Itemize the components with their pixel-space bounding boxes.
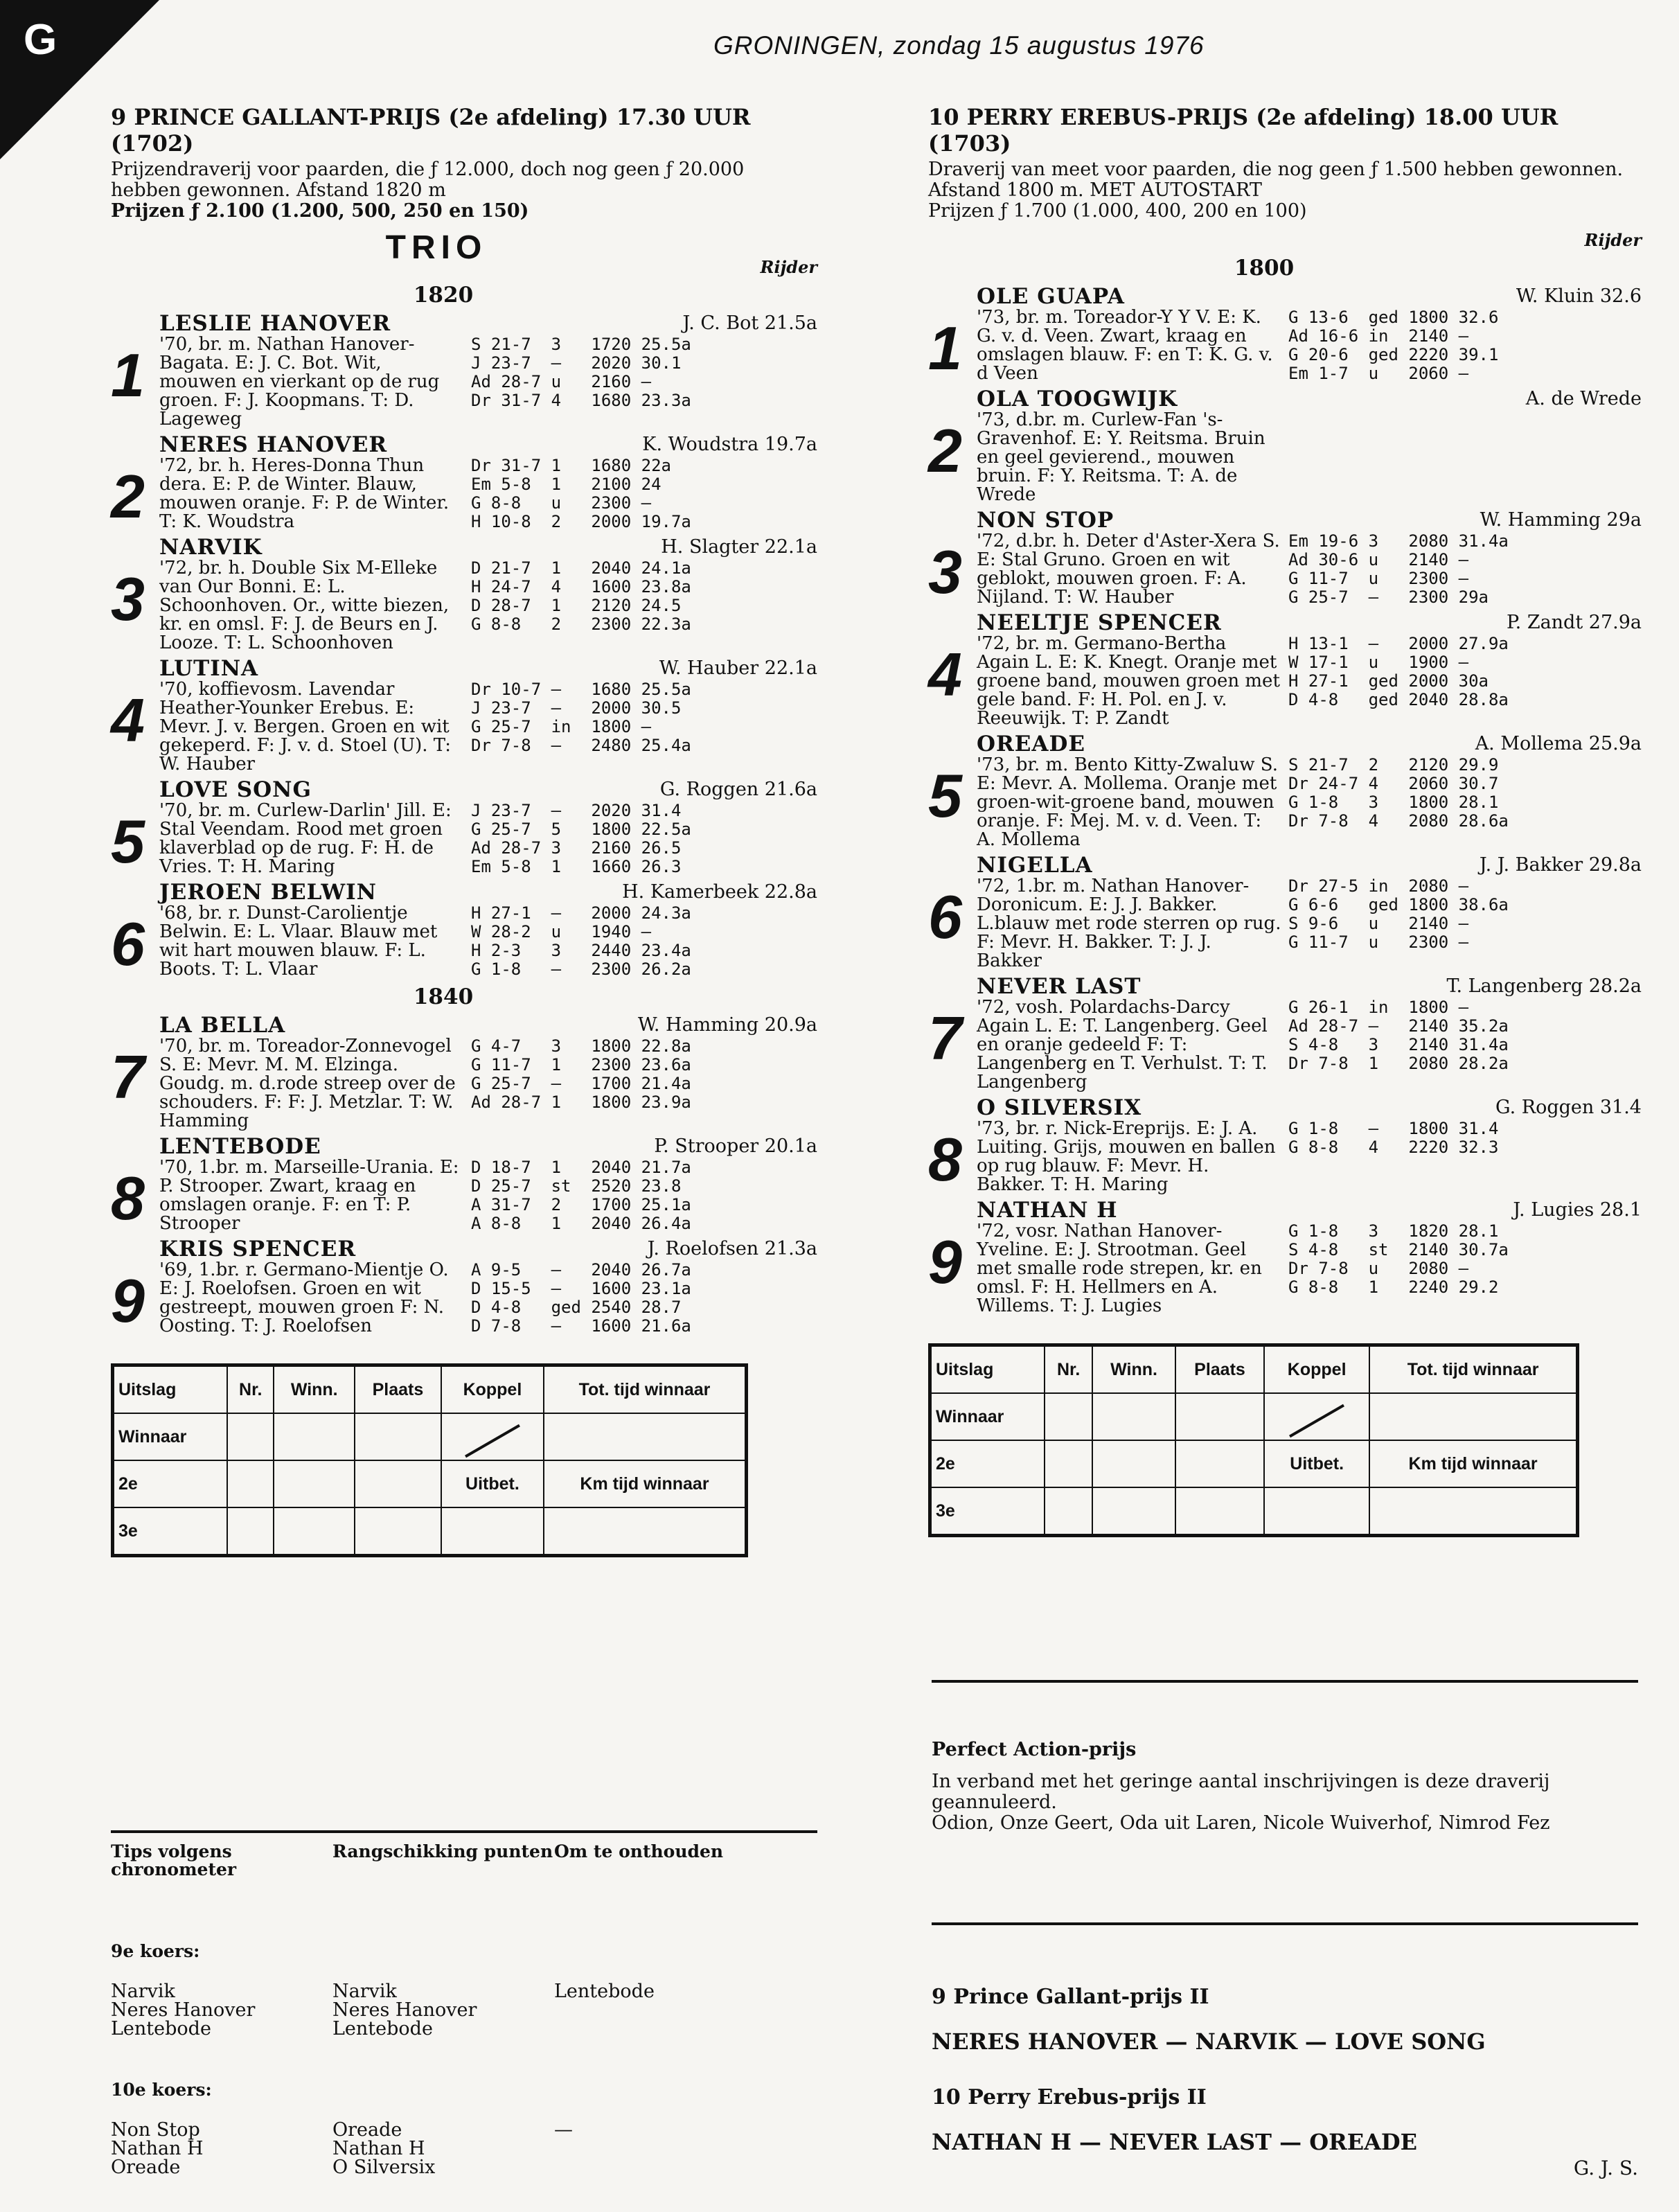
tip-entry: Non Stop (111, 2119, 200, 2141)
result-header-winn: Winn. (1092, 1345, 1175, 1394)
horse-name: NIGELLA (977, 853, 1093, 878)
horse-details (159, 433, 817, 531)
horse-description: '70, br. m. Nathan Hanover-Bagata. E: J. C. Bot. Wit, mouwen en vierkant op de rug groen. F: J. Koopmans. T: D. Lageweg (159, 334, 440, 430)
horse-list (928, 285, 1642, 1316)
rijder-label: Rijder (1584, 230, 1642, 250)
race-10-column (928, 104, 1642, 1537)
summary-race-9-title: 9 Prince Gallant-prijs II (932, 1985, 1209, 2009)
horse-rider: J. J. Bakker 29.8a (1479, 854, 1642, 876)
horse-rider: W. Hamming 20.9a (637, 1014, 817, 1036)
horse-entry (928, 387, 1642, 504)
race-conditions: Draverij van meet voor paarden, die nog geen ƒ 1.500 hebben gewonnen. Afstand 1800 m. MET AUTOSTART (928, 159, 1624, 201)
result-header-winn: Winn. (274, 1365, 355, 1414)
horse-description: '73, br. r. Nick-Ereprijs. E: J. A. Luiting. Grijs, mouwen en ballen op rug blauw. F: Mevr. H. Bakker. T: H. Maring (977, 1118, 1276, 1195)
perfect-action-text: In verband met het geringe aantal inschrijvingen is deze draverij geannuleerd. (932, 1771, 1550, 1813)
results-summary (932, 1985, 1638, 2179)
tips-col-onthouden (554, 1982, 762, 2038)
horse-details (159, 778, 817, 876)
horse-details (977, 1096, 1642, 1194)
horse-entry (928, 975, 1642, 1092)
tip-entry: Lentebode (554, 1981, 655, 2002)
trio-label: TRIO (385, 229, 488, 266)
slash-mark (465, 1424, 520, 1457)
horse-description: '72, 1.br. m. Nathan Hanover-Doronicum. E: J. J. Bakker. L.blauw met rode sterren op rug. F: Mevr. H. Bakker. T: J. J. Bakker (977, 876, 1281, 971)
horse-rider: A. Mollema 25.9a (1475, 733, 1642, 754)
horse-number: 9 (111, 1266, 145, 1335)
horse-entry (928, 1096, 1642, 1194)
signature: G. J. S. (1573, 2157, 1638, 2179)
horse-number: 2 (111, 462, 145, 531)
divider-rule (932, 1680, 1638, 1683)
race-title: 9 PRINCE GALLANT-PRIJS (2e afdeling) 17.30 UUR (1702) (111, 104, 751, 157)
horse-name: LOVE SONG (159, 777, 312, 802)
result-box (111, 1363, 748, 1557)
result-cell[interactable] (274, 1460, 355, 1507)
horse-name: NARVIK (159, 535, 263, 560)
distance-label: 1840 (413, 984, 474, 1009)
horse-list (111, 1014, 817, 1336)
horse-description: '70, br. m. Curlew-Darlin' Jill. E: Stal Veendam. Rood met groen klaverblad op de rug. F: H. de Vries. T: H. Maring (159, 800, 452, 877)
result-cell[interactable] (227, 1413, 274, 1460)
horse-entry (111, 1135, 817, 1233)
horse-recent-runs (1288, 411, 1642, 504)
horse-number: 9 (928, 1228, 962, 1296)
horse-description: '72, br. m. Germano-Bertha Again L. E: K. Knegt. Oranje met groene band, mouwen groen met gele band. F: H. Pol. en J. v. Reeuwijk. T: P. Zandt (977, 633, 1280, 729)
horse-recent-runs: G 13-6 ged 1800 32.6 Ad 16-6 in 2140 — G 20-6 ged 2220 39.1 Em 1-7 u 2060 — (1288, 308, 1499, 383)
distance-label: 1820 (413, 283, 474, 308)
tip-entry: Lentebode (111, 2018, 211, 2040)
tip-entry: Nathan H (332, 2138, 425, 2159)
horse-entry (111, 312, 817, 429)
tips-col-onthouden (554, 2121, 762, 2177)
tips-header-chronometer: Tips volgens chronometer (111, 1841, 237, 1879)
summary-race-10-result: NATHAN H — NEVER LAST — OREADE (932, 2129, 1418, 2155)
result-cell[interactable] (1045, 1440, 1092, 1487)
result-header-plaats: Plaats (1175, 1345, 1264, 1394)
horse-details (159, 657, 817, 774)
horse-entry (928, 732, 1642, 849)
result-box (928, 1343, 1579, 1537)
tip-entry: Narvik (111, 1981, 175, 2002)
horse-description: '68, br. r. Dunst-Carolientje Belwin. E: L. Vlaar. Blauw met wit hart mouwen blauw. F: L. Boots. T: L. Vlaar (159, 903, 438, 980)
horse-entry (111, 433, 817, 531)
result-header-tot-tijd: Tot. tijd winnaar (1369, 1345, 1577, 1394)
horse-entry (111, 778, 817, 876)
horse-details (977, 508, 1642, 607)
result-cell-slash (441, 1413, 544, 1460)
horse-details (159, 312, 817, 429)
horse-rider: W. Hauber 22.1a (659, 657, 817, 679)
result-km-tijd: Km tijd winnaar (1369, 1440, 1577, 1487)
horse-recent-runs: S 21-7 2 2120 29.9 Dr 24-7 4 2060 30.7 G 1-8 3 1800 28.1 Dr 7-8 4 2080 28.6a (1288, 755, 1509, 831)
result-cell[interactable] (1045, 1393, 1092, 1440)
horse-entry (111, 881, 817, 979)
horse-description: '70, br. m. Toreador-Zonnevogel S. E: Mevr. M. M. Elzinga. Goudg. m. d.rode streep over de schouders. F: F: J. Metzlar. T: W. Hamming (159, 1036, 456, 1131)
tips-col-punten (332, 2121, 554, 2177)
tip-entry: Oreade (332, 2119, 402, 2141)
result-cell[interactable] (1092, 1487, 1175, 1536)
horse-description: '70, koffievosm. Lavendar Heather-Younker Erebus. E: Mevr. J. v. Bergen. Groen en wit gekeperd. F: J. v. d. Stoel (U). T: W. Hauber (159, 679, 451, 775)
race-conditions: Prijzendraverij voor paarden, die ƒ 12.000, doch nog geen ƒ 20.000 hebben gewonnen. Afstand 1820 m (111, 159, 745, 201)
horse-recent-runs: D 18-7 1 2040 21.7a D 25-7 st 2520 23.8 A 31-7 2 1700 25.1a A 8-8 1 2040 26.4a (471, 1158, 691, 1233)
horse-details (159, 1237, 817, 1336)
horse-name: JEROEN BELWIN (159, 880, 377, 905)
horse-recent-runs: Dr 31-7 1 1680 22a Em 5-8 1 2100 24 G 8-8 u 2300 — H 10-8 2 2000 19.7a (471, 456, 691, 531)
horse-description: '72, br. h. Heres-Donna Thun dera. E: P. de Winter. Blauw, mouwen oranje. F: P. de Winter. T: K. Woudstra (159, 455, 450, 532)
horse-name: OREADE (977, 732, 1085, 756)
result-header-nr: Nr. (1045, 1345, 1092, 1394)
result-cell[interactable] (1369, 1393, 1577, 1440)
race-prizes: Prijzen ƒ 1.700 (1.000, 400, 200 en 100) (928, 200, 1307, 222)
horse-recent-runs: G 1-8 3 1820 28.1 S 4-8 st 2140 30.7a Dr 7-8 u 2080 — G 8-8 1 2240 29.2 (1288, 1221, 1509, 1297)
horse-number: 4 (928, 640, 962, 709)
horse-rider: A. de Wrede (1525, 388, 1642, 409)
horse-description: '69, 1.br. r. Germano-Mientje O. E: J. Roelofsen. Groen en wit gestreept, mouwen groen F: N. Oosting. T: J. Roelofsen (159, 1259, 449, 1336)
result-row-2e: 2e (930, 1440, 1045, 1487)
result-row-winnaar: Winnaar (930, 1393, 1045, 1440)
horse-rider: K. Woudstra 19.7a (642, 434, 817, 455)
result-cell[interactable] (355, 1460, 441, 1507)
horse-name: LUTINA (159, 656, 259, 681)
horse-rider: G. Roggen 31.4 (1495, 1097, 1642, 1118)
result-cell[interactable] (355, 1413, 441, 1460)
horse-number: 5 (111, 807, 145, 876)
result-header-uitslag: Uitslag (113, 1365, 228, 1414)
horse-number: 7 (111, 1043, 145, 1111)
page-header: GRONINGEN, zondag 15 augustus 1976 (713, 31, 1205, 60)
result-cell[interactable] (1045, 1487, 1092, 1536)
horse-rider: H. Kamerbeek 22.8a (622, 881, 817, 903)
result-row-2e: 2e (113, 1460, 228, 1507)
result-row-3e: 3e (930, 1487, 1045, 1536)
divider-rule (111, 1830, 817, 1833)
horse-rider: H. Slagter 22.1a (661, 536, 817, 558)
horse-number: 4 (111, 686, 145, 754)
tips-header-punten: Rangschikking punten (332, 1841, 553, 1861)
horse-number: 2 (928, 416, 962, 485)
result-cell[interactable] (1092, 1393, 1175, 1440)
distance-label: 1800 (1234, 256, 1295, 281)
horse-details (977, 975, 1642, 1092)
tip-entry: Neres Hanover (111, 1999, 256, 2021)
tip-entry: Oreade (111, 2157, 181, 2178)
horse-description: '72, vosh. Polardachs-Darcy Again L. E: T. Langenberg. Geel en oranje gedeeld F: T: Langenberg en T. Verhulst. T: T. Langenberg (977, 997, 1268, 1092)
result-uitbet: Uitbet. (1264, 1440, 1369, 1487)
tip-entry: Lentebode (332, 2018, 433, 2040)
horse-entry (928, 853, 1642, 971)
horse-recent-runs: D 21-7 1 2040 24.1a H 24-7 4 1600 23.8a D 28-7 1 2120 24.5 G 8-8 2 2300 22.3a (471, 558, 691, 634)
tip-entry: Narvik (332, 1981, 397, 2002)
race-prizes: Prijzen ƒ 2.100 (1.200, 500, 250 en 150) (111, 200, 529, 222)
horse-recent-runs: H 13-1 — 2000 27.9a W 17-1 u 1900 — H 27-1 ged 2000 30a D 4-8 ged 2040 28.8a (1288, 634, 1509, 709)
horse-rider: G. Roggen 21.6a (659, 779, 817, 800)
result-header-koppel: Koppel (1264, 1345, 1369, 1394)
tip-entry: O Silversix (332, 2157, 436, 2178)
race-title: 10 PERRY EREBUS-PRIJS (2e afdeling) 18.00 UUR (1703) (928, 104, 1558, 157)
tips-col-chronometer (111, 1982, 332, 2038)
result-header-tot-tijd: Tot. tijd winnaar (544, 1365, 747, 1414)
horse-entry (928, 611, 1642, 728)
horse-name: LESLIE HANOVER (159, 311, 391, 336)
horse-recent-runs: Dr 27-5 in 2080 — G 6-6 ged 1800 38.6a S 9-6 u 2140 — G 11-7 u 2300 — (1288, 876, 1509, 952)
horse-rider: P. Zandt 27.9a (1506, 612, 1642, 633)
summary-race-10-title: 10 Perry Erebus-prijs II (932, 2085, 1207, 2109)
horse-details (977, 285, 1642, 383)
horse-number: 3 (111, 565, 145, 633)
result-cell[interactable] (227, 1507, 274, 1556)
tips-col-punten (332, 1982, 554, 2038)
result-cell[interactable] (544, 1413, 747, 1460)
corner-letter: G (24, 16, 57, 64)
horse-number: 5 (928, 761, 962, 830)
horse-name: NERES HANOVER (159, 432, 388, 457)
horse-rider: P. Strooper 20.1a (654, 1135, 817, 1157)
horse-number: 6 (928, 883, 962, 951)
horse-name: OLE GUAPA (977, 284, 1125, 309)
result-cell-slash (1264, 1393, 1369, 1440)
horse-name: NEELTJE SPENCER (977, 610, 1222, 635)
horse-entry (111, 657, 817, 774)
horse-recent-runs: A 9-5 — 2040 26.7a D 15-5 — 1600 23.1a D 4-8 ged 2540 28.7 D 7-8 — 1600 21.6a (471, 1260, 691, 1336)
horse-entry (928, 285, 1642, 383)
horse-description: '73, d.br. m. Curlew-Fan 's-Gravenhof. E: Y. Reitsma. Bruin en geel gevierend., mouwen bruin. F: Y. Reitsma. T: A. de Wrede (977, 409, 1265, 505)
tip-entry: Neres Hanover (332, 1999, 477, 2021)
tip-entry: — (554, 2119, 573, 2141)
result-cell[interactable] (1175, 1393, 1264, 1440)
result-cell[interactable] (355, 1507, 441, 1556)
result-header-nr: Nr. (227, 1365, 274, 1414)
result-header-koppel: Koppel (441, 1365, 544, 1414)
divider-rule (932, 1922, 1638, 1925)
horse-recent-runs: Dr 10-7 — 1680 25.5a J 23-7 — 2000 30.5 G 25-7 in 1800 — Dr 7-8 — 2480 25.4a (471, 680, 691, 755)
horse-name: KRIS SPENCER (159, 1237, 357, 1262)
result-cell[interactable] (544, 1507, 747, 1556)
horse-number: 8 (111, 1164, 145, 1232)
slash-mark (1289, 1404, 1344, 1437)
horse-details (159, 1014, 817, 1131)
horse-list (111, 312, 817, 979)
horse-entry (111, 1014, 817, 1131)
result-cell[interactable] (227, 1460, 274, 1507)
horse-description: '73, br. m. Bento Kitty-Zwaluw S. E: Mevr. A. Mollema. Oranje met groen-wit-groene band, mouwen oranje. F: Mej. M. v. d. Veen. T: A. Mollema (977, 754, 1278, 850)
horse-name: NEVER LAST (977, 974, 1141, 999)
result-uitbet: Uitbet. (441, 1460, 544, 1507)
horse-description: '72, br. h. Double Six M-Elleke van Our Bonni. E: L. Schoonhoven. Or., witte biezen, kr. en omsl. F: J. de Beurs en J. Looze. T: L. Schoonhoven (159, 558, 450, 653)
tips-header-onthouden: Om te onthouden (554, 1841, 724, 1861)
horse-entry (111, 536, 817, 653)
horse-recent-runs: H 27-1 — 2000 24.3a W 28-2 u 1940 — H 2-3 3 2440 23.4a G 1-8 — 2300 26.2a (471, 903, 691, 979)
horse-description: '73, br. m. Toreador-Y Y V. E: K. G. v. d. Veen. Zwart, kraag en omslagen blauw. F: en T: K. G. v. d Veen (977, 307, 1273, 384)
result-cell[interactable] (274, 1507, 355, 1556)
result-header-uitslag: Uitslag (930, 1345, 1045, 1394)
result-cell[interactable] (1369, 1487, 1577, 1536)
horse-rider: W. Hamming 29a (1480, 509, 1642, 531)
horse-name: NATHAN H (977, 1198, 1118, 1223)
horse-recent-runs: G 1-8 — 1800 31.4 G 8-8 4 2220 32.3 (1288, 1119, 1499, 1157)
horse-recent-runs: G 4-7 3 1800 22.8a G 11-7 1 2300 23.6a G 25-7 — 1700 21.4a Ad 28-7 1 1800 23.9a (471, 1036, 691, 1112)
rijder-label: Rijder (760, 257, 817, 277)
result-cell[interactable] (1175, 1487, 1264, 1536)
horse-details (977, 732, 1642, 849)
horse-rider: J. Roelofsen 21.3a (647, 1238, 817, 1259)
result-row-winnaar: Winnaar (113, 1413, 228, 1460)
perfect-action-section (932, 1739, 1638, 1834)
tips-race-9-title: 9e koers: (111, 1941, 200, 1961)
horse-details (159, 881, 817, 979)
horse-name: OLA TOOGWIJK (977, 387, 1178, 412)
result-cell[interactable] (274, 1413, 355, 1460)
result-cell[interactable] (441, 1507, 544, 1556)
horse-description: '72, d.br. h. Deter d'Aster-Xera S. E: Stal Gruno. Groen en wit geblokt, mouwen groen. F: A. Nijland. T: W. Hauber (977, 531, 1280, 608)
result-header-plaats: Plaats (355, 1365, 441, 1414)
horse-rider: W. Kluin 32.6 (1516, 285, 1642, 307)
horse-description: '70, 1.br. m. Marseille-Urania. E: P. Strooper. Zwart, kraag en omslagen oranje. F: en T: P. Strooper (159, 1157, 459, 1234)
result-row-3e: 3e (113, 1507, 228, 1556)
horse-name: LENTEBODE (159, 1134, 321, 1159)
horse-name: NON STOP (977, 508, 1114, 533)
tips-race-10-title: 10e koers: (111, 2080, 212, 2100)
horse-recent-runs: G 26-1 in 1800 — Ad 28-7 — 2140 35.2a S 4-8 3 2140 31.4a Dr 7-8 1 2080 28.2a (1288, 998, 1509, 1073)
horse-rider: J. C. Bot 21.5a (682, 312, 817, 334)
result-cell[interactable] (1264, 1487, 1369, 1536)
horse-details (977, 611, 1642, 728)
horse-details (159, 536, 817, 653)
tip-entry: Nathan H (111, 2138, 204, 2159)
horse-rider: T. Langenberg 28.2a (1446, 975, 1642, 997)
horse-number: 1 (111, 341, 145, 409)
horse-entry (928, 508, 1642, 607)
result-km-tijd: Km tijd winnaar (544, 1460, 747, 1507)
horse-entry (928, 1198, 1642, 1316)
result-cell[interactable] (1175, 1440, 1264, 1487)
horse-rider: J. Lugies 28.1 (1513, 1199, 1642, 1221)
horse-number: 7 (928, 1004, 962, 1072)
horse-number: 3 (928, 538, 962, 606)
horse-entry (111, 1237, 817, 1336)
horse-details (977, 387, 1642, 504)
horse-number: 1 (928, 314, 962, 382)
horse-details (977, 853, 1642, 971)
horse-recent-runs: J 23-7 — 2020 31.4 G 25-7 5 1800 22.5a Ad 28-7 3 2160 26.5 Em 5-8 1 1660 26.3 (471, 801, 691, 876)
horse-details (159, 1135, 817, 1233)
horse-name: LA BELLA (159, 1013, 286, 1038)
horse-description: '72, vosr. Nathan Hanover-Yveline. E: J. Strootman. Geel met smalle rode strepen, kr. en omsl. F: H. Hellmers en A. Willems. T: J. Lugies (977, 1221, 1262, 1316)
perfect-action-title: Perfect Action-prijs (932, 1739, 1137, 1760)
horse-number: 8 (928, 1125, 962, 1194)
result-cell[interactable] (1092, 1440, 1175, 1487)
perfect-action-names: Odion, Onze Geert, Oda uit Laren, Nicole Wuiverhof, Nimrod Fez (932, 1812, 1550, 1834)
horse-details (977, 1198, 1642, 1316)
summary-race-9-result: NERES HANOVER — NARVIK — LOVE SONG (932, 2028, 1486, 2055)
tips-col-chronometer (111, 2121, 332, 2177)
horse-name: O SILVERSIX (977, 1095, 1142, 1120)
horse-number: 6 (111, 910, 145, 978)
horse-recent-runs: S 21-7 3 1720 25.5a J 23-7 — 2020 30.1 Ad 28-7 u 2160 — Dr 31-7 4 1680 23.3a (471, 335, 691, 410)
horse-recent-runs: Em 19-6 3 2080 31.4a Ad 30-6 u 2140 — G 11-7 u 2300 — G 25-7 — 2300 29a (1288, 531, 1509, 607)
race-9-column (111, 104, 817, 1557)
tips-section (111, 1843, 845, 2177)
